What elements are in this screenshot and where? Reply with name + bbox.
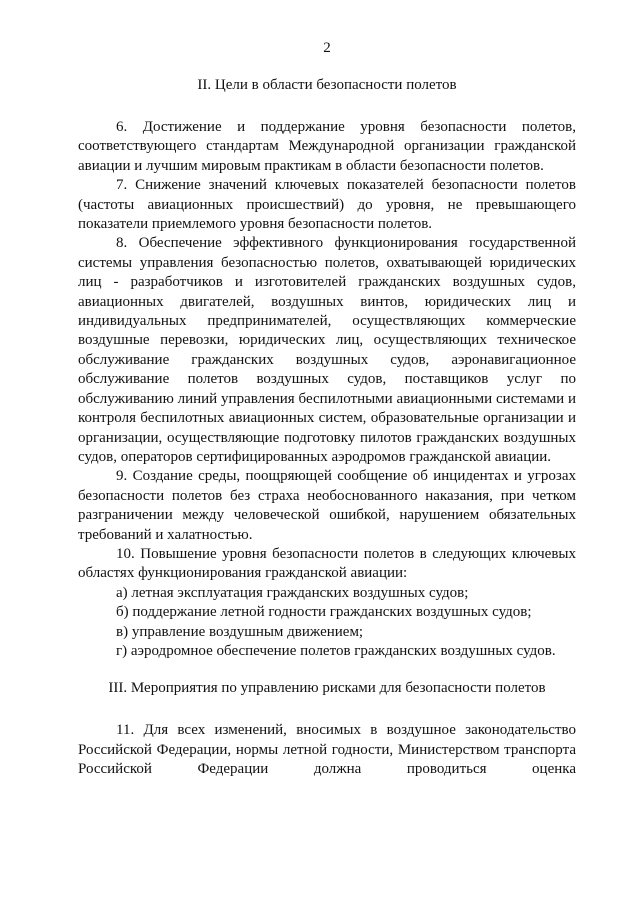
- section-heading-risk-management: III. Мероприятия по управлению рисками для безопасности полетов: [108, 680, 546, 697]
- paragraph-8: 8. Обеспечение эффективного функционирования государственной системы управления безопасностью полетов, охватывающей юридических лиц - разработчиков и изготовителей гражданских воздушных судов, авиационных двигателей, воздушных винтов, юридических лиц и индивидуальных предпринимателей, осуществляющих коммерческие воздушные перевозки, юридических лиц, осуществляющих техническое обслуживание гражданских воздушных судов, аэронавигационное обслуживание полетов воздушных судов, поставщиков услуг по обслуживанию линий управления беспилотными авиационными системами и контроля беспилотных авиационных систем, образовательные организации и организации, осуществляющие подготовку пилотов гражданских воздушных судов, операторов сертифицированных аэродромов гражданской авиации.: [78, 235, 576, 465]
- paragraph-7: 7. Снижение значений ключевых показателей безопасности полетов (частоты авиационных происшествий) до уровня, не превышающего показатели приемлемого уровня безопасности полетов.: [78, 177, 576, 233]
- list-item-a: а) летная эксплуатация гражданских воздушных судов;: [116, 584, 469, 601]
- list-item-v: в) управление воздушным движением;: [116, 623, 364, 640]
- paragraph-6: 6. Достижение и поддержание уровня безопасности полетов, соответствующего стандартам Международной организации гражданской авиации и лучшим мировым практикам в области безопасности полетов.: [78, 119, 576, 174]
- paragraph-11: 11. Для всех изменений, вносимых в воздушное законодательство Российской Федерации, нормы летной годности, Министерством транспорта Российской Федерации должна проводиться оценка: [78, 722, 576, 778]
- paragraph-9: 9. Создание среды, поощряющей сообщение об инцидентах и угрозах безопасности полетов без страха необоснованного наказания, при четком разграничении между человеческой ошибкой, нарушением обязательных требований и халатностью.: [78, 468, 576, 543]
- list-item-b: б) поддержание летной годности гражданских воздушных судов;: [116, 604, 532, 621]
- paragraph-10: 10. Повышение уровня безопасности полетов в следующих ключевых областях функционирования гражданской авиации:: [78, 545, 576, 582]
- list-item-g: г) аэродромное обеспечение полетов гражданских воздушных судов.: [116, 642, 556, 659]
- page-number: 2: [323, 40, 331, 56]
- section-heading-goals: II. Цели в области безопасности полетов: [197, 77, 457, 93]
